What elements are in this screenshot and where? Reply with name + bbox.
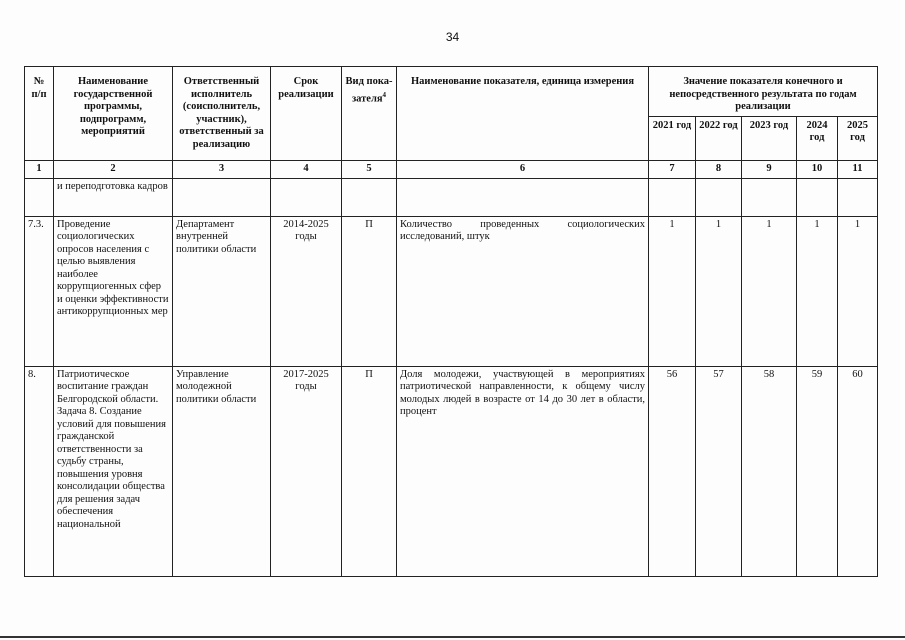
header-indicator: Наименование показателя, единица измерения bbox=[397, 67, 649, 161]
row-term bbox=[271, 178, 342, 216]
row-value: 59 bbox=[797, 366, 838, 576]
row-value bbox=[696, 178, 742, 216]
page-bottom-edge bbox=[0, 636, 905, 638]
row-value: 56 bbox=[649, 366, 696, 576]
header-type-label: Вид пока-зателя bbox=[345, 76, 393, 104]
header-year-2023: 2023 год bbox=[742, 116, 797, 160]
column-number: 1 bbox=[25, 160, 54, 178]
column-numbers-row bbox=[25, 160, 878, 178]
row-num: 8. bbox=[25, 366, 54, 576]
row-program: Проведение социологических опросов населения с целью выявления наиболее коррупциогенных сфер и оценки эффективности антикоррупционных мер bbox=[54, 216, 173, 366]
header-type bbox=[342, 67, 397, 161]
column-number: 3 bbox=[173, 160, 271, 178]
row-type bbox=[342, 178, 397, 216]
column-number: 9 bbox=[742, 160, 797, 178]
row-indicator: Доля молодежи, участвующей в мероприятиях патриотической направленности, к общему числу молодых людей в возрасте от 14 до 30 лет в области, процент bbox=[397, 366, 649, 576]
row-value: 1 bbox=[696, 216, 742, 366]
row-term: 2014-2025 годы bbox=[271, 216, 342, 366]
row-value: 1 bbox=[742, 216, 797, 366]
header-year-2021: 2021 год bbox=[649, 116, 696, 160]
indicators-table bbox=[24, 66, 878, 577]
column-number: 2 bbox=[54, 160, 173, 178]
column-number: 10 bbox=[797, 160, 838, 178]
page-number: 34 bbox=[445, 30, 460, 44]
row-value: 1 bbox=[797, 216, 838, 366]
header-year-2025: 2025 год bbox=[838, 116, 878, 160]
column-number: 6 bbox=[397, 160, 649, 178]
header-year-2024: 2024 год bbox=[797, 116, 838, 160]
header-executor: Ответственный исполнитель (соисполнитель, участник), ответственный за реализацию bbox=[173, 67, 271, 161]
row-num: 7.3. bbox=[25, 216, 54, 366]
row-program: Патриотическое воспитание граждан Белгородской области. Задача 8. Создание условий для повышения гражданской ответственности за судьбу страны, повышения уровня консолидации общества для решения задач обеспечения национальной bbox=[54, 366, 173, 576]
row-value: 60 bbox=[838, 366, 878, 576]
column-number: 5 bbox=[342, 160, 397, 178]
row-num bbox=[25, 178, 54, 216]
column-number: 7 bbox=[649, 160, 696, 178]
row-value: 1 bbox=[649, 216, 696, 366]
row-value: 58 bbox=[742, 366, 797, 576]
row-indicator bbox=[397, 178, 649, 216]
table-row bbox=[25, 178, 878, 216]
header-year-2022: 2022 год bbox=[696, 116, 742, 160]
row-type: П bbox=[342, 366, 397, 576]
row-program: и переподготовка кадров bbox=[54, 178, 173, 216]
table-row bbox=[25, 216, 878, 366]
header-program: Наименование государственной программы, подпрограмм, мероприятий bbox=[54, 67, 173, 161]
row-value bbox=[838, 178, 878, 216]
row-value: 1 bbox=[838, 216, 878, 366]
table-row bbox=[25, 366, 878, 576]
row-executor: Управление молодежной политики области bbox=[173, 366, 271, 576]
row-term: 2017-2025 годы bbox=[271, 366, 342, 576]
header-row bbox=[25, 67, 878, 117]
row-indicator: Количество проведенных социологических исследований, штук bbox=[397, 216, 649, 366]
row-value bbox=[797, 178, 838, 216]
column-number: 11 bbox=[838, 160, 878, 178]
column-number: 8 bbox=[696, 160, 742, 178]
column-number: 4 bbox=[271, 160, 342, 178]
row-value: 57 bbox=[696, 366, 742, 576]
row-value bbox=[649, 178, 696, 216]
row-value bbox=[742, 178, 797, 216]
header-term: Срок реализации bbox=[271, 67, 342, 161]
header-num: № п/п bbox=[25, 67, 54, 161]
header-type-footnote: 4 bbox=[382, 90, 387, 99]
header-values-group: Значение показателя конечного и непосредственного результата по годам реализации bbox=[649, 67, 878, 117]
row-type: П bbox=[342, 216, 397, 366]
row-executor bbox=[173, 178, 271, 216]
row-executor: Департамент внутренней политики области bbox=[173, 216, 271, 366]
